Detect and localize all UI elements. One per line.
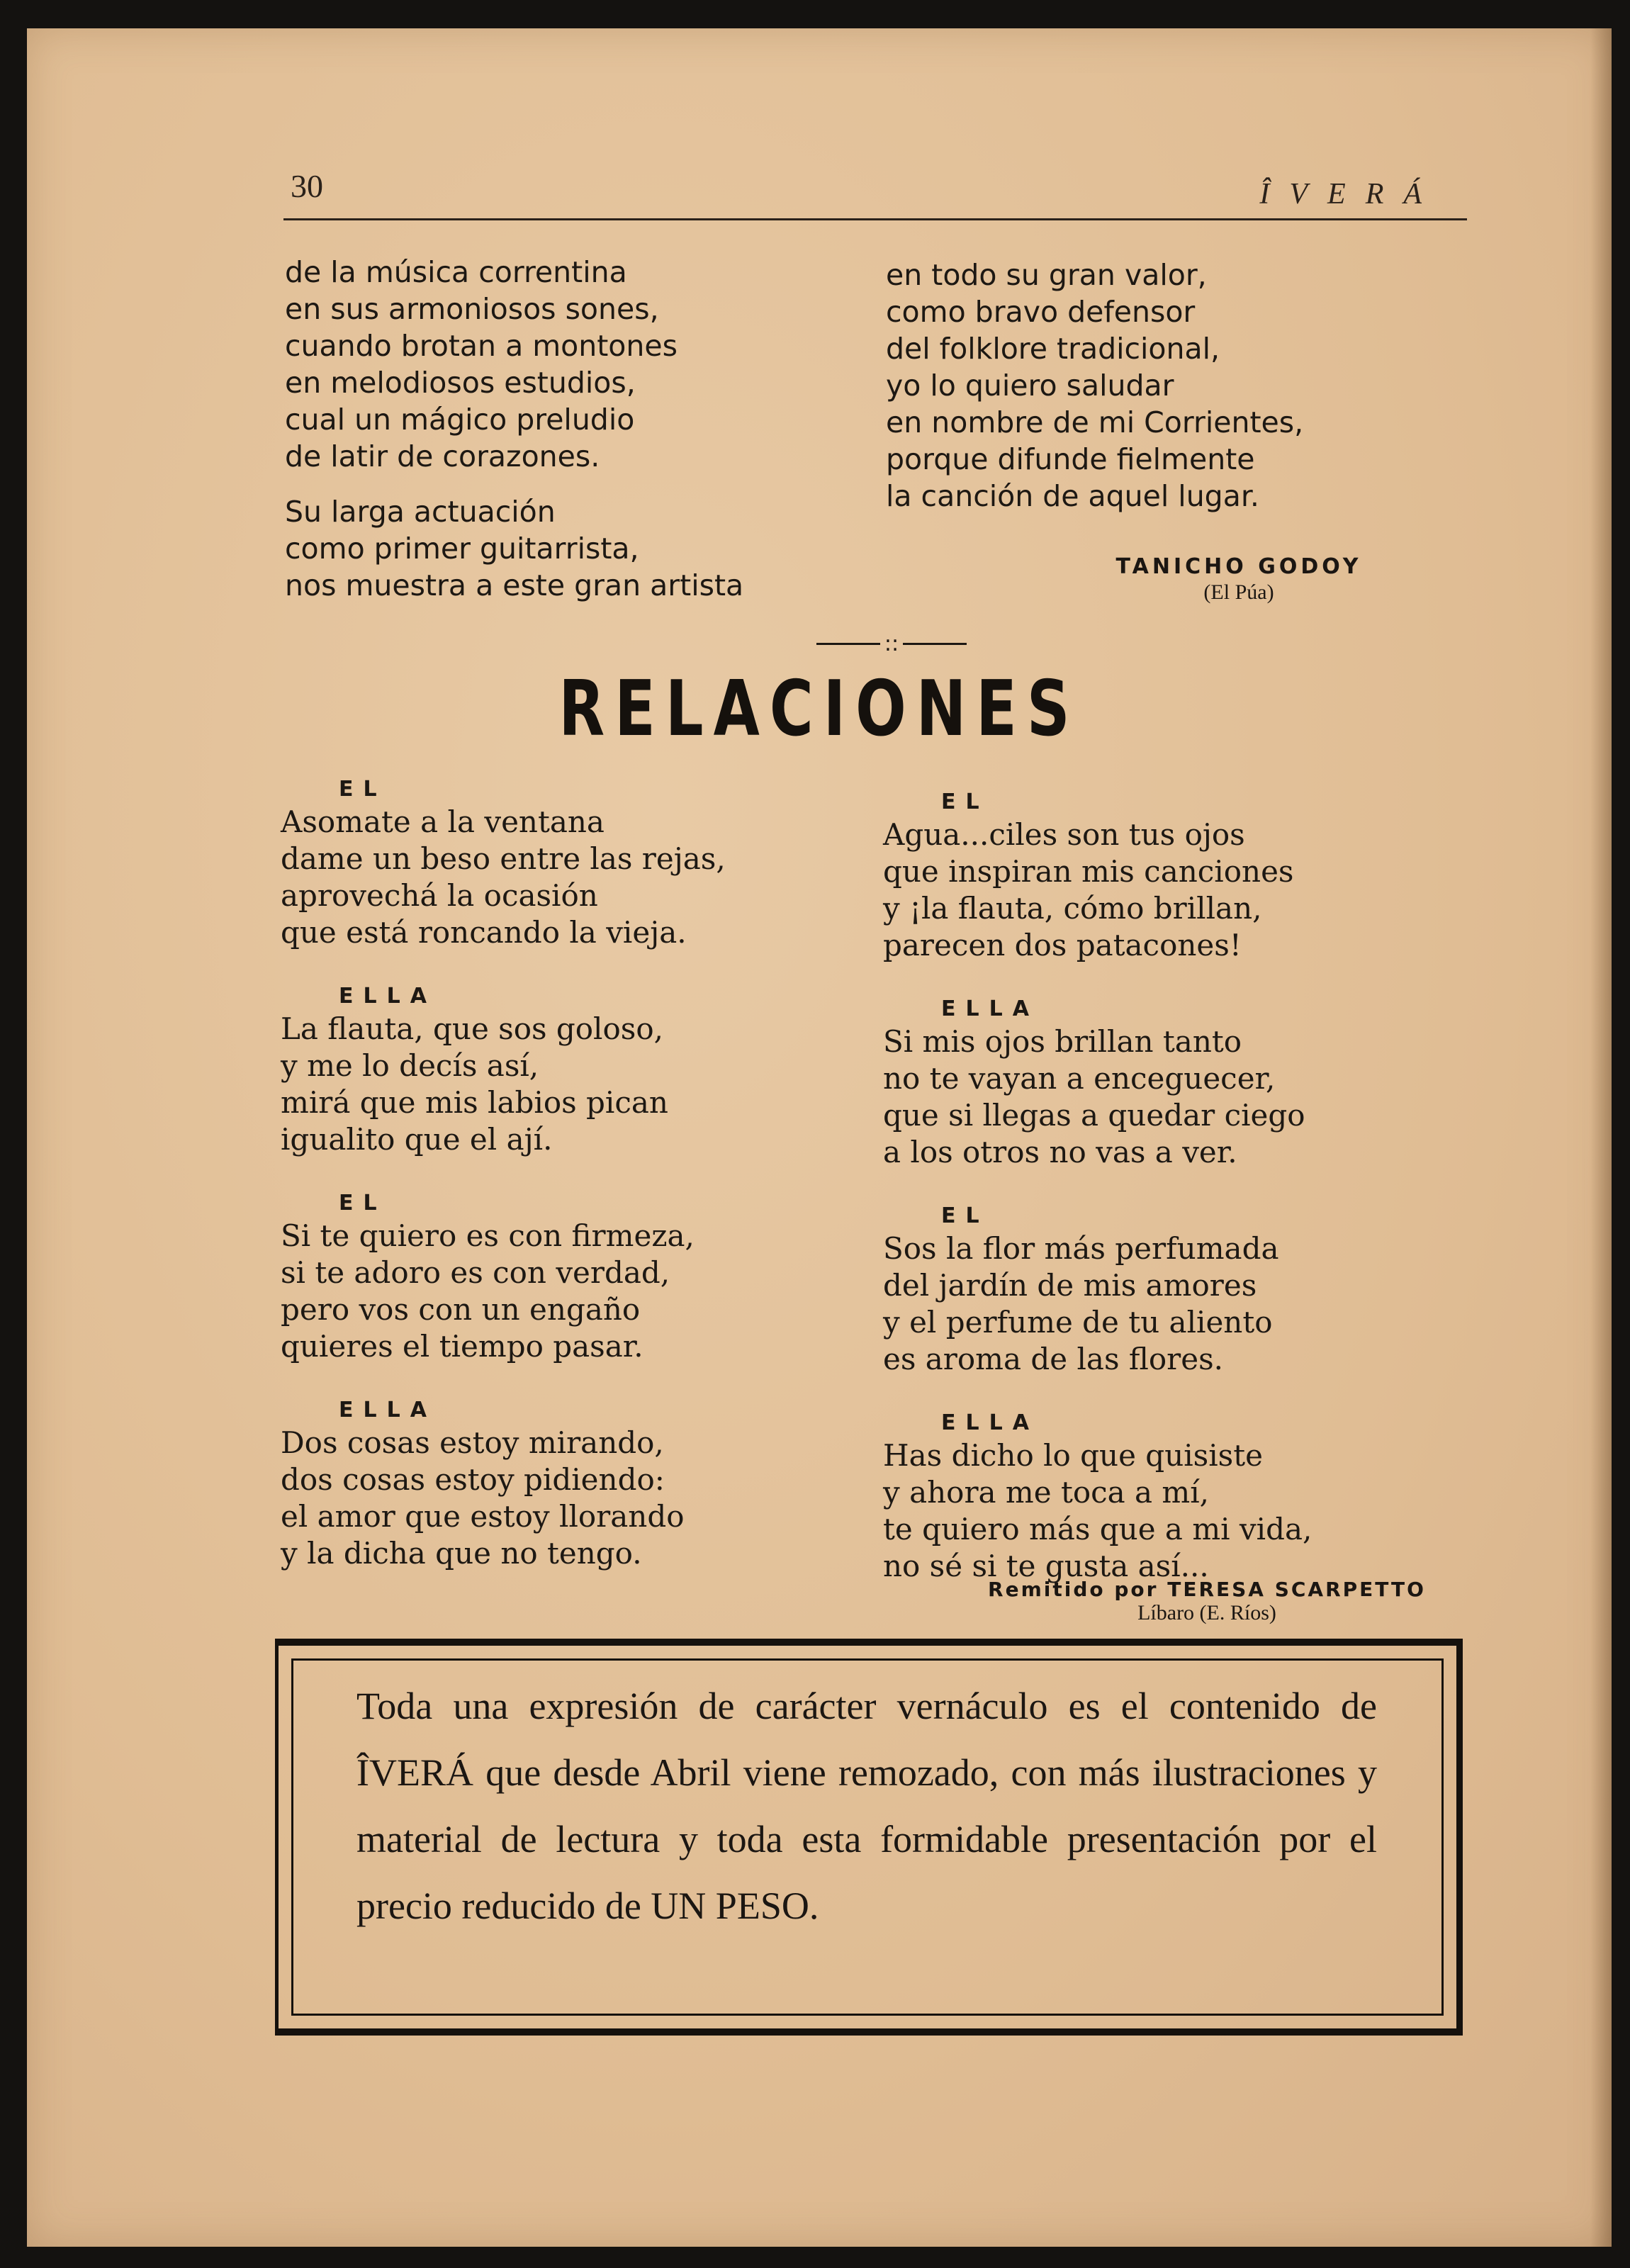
verse-line: pero vos con un engaño (281, 1292, 641, 1327)
advertisement-text: Toda una expresión de carácter vernáculo es el contenido de ÎVERÁ que desde Abril viene remozado, con más ilustraciones y material de lectura y toda esta formidable presentación por el precio reducido de UN PESO. (356, 1685, 1377, 1927)
poem-stanza (285, 254, 880, 475)
poem-line: la canción de aquel lugar. (886, 479, 1259, 513)
verse-line: a los otros no vas a ver. (883, 1135, 1237, 1169)
page-number: 30 (291, 168, 323, 204)
verse-line: parecen dos patacones! (883, 928, 1242, 962)
poem-line: del folklore tradicional, (886, 332, 1220, 366)
verse-line: y ahora me toca a mí, (883, 1475, 1210, 1510)
verse-line: igualito que el ají. (281, 1122, 553, 1157)
poem-line: en nombre de mi Corrientes, (886, 405, 1304, 439)
advertisement-box (275, 1639, 1463, 2036)
section-divider-ornament (806, 631, 977, 656)
verse-line: mirá que mis labios pican (281, 1085, 668, 1120)
poem-right-column (886, 257, 1467, 533)
poem-line: cuando brotan a montones (285, 329, 678, 363)
verse-block (281, 982, 890, 1158)
speaker-label: EL (339, 777, 387, 802)
speaker-label: ELLA (339, 1398, 437, 1422)
magazine-title: ÎVERÁ (1259, 178, 1441, 210)
verse-line: si te adoro es con verdad, (281, 1255, 670, 1290)
speaker-label: ELLA (941, 997, 1039, 1021)
page-header (27, 28, 1612, 241)
poem-author: TANICHO GODOY (1115, 554, 1362, 579)
verse-line: Si te quiero es con firmeza, (281, 1218, 695, 1253)
poem-line: en sus armoniosos sones, (285, 292, 659, 326)
verse-line: Si mis ojos brillan tanto (883, 1024, 1242, 1059)
poem-line: en melodiosos estudios, (285, 366, 636, 400)
verse-line: que inspiran mis canciones (883, 854, 1294, 889)
verse-line: aprovechá la ocasión (281, 878, 598, 913)
verse-block (281, 775, 890, 951)
verse-line: Agua...ciles son tus ojos (883, 817, 1245, 852)
verse-line: La flauta, que sos goloso, (281, 1011, 663, 1046)
speaker-label: EL (941, 790, 989, 814)
relaciones-left-column (281, 775, 890, 1603)
section-title: RELACIONES (558, 665, 1080, 753)
poem-line: porque difunde fielmente (886, 442, 1255, 476)
poem-line: como bravo defensor (886, 295, 1196, 329)
magazine-page (27, 28, 1612, 2247)
speaker-label: EL (339, 1191, 387, 1216)
verse-line: te quiero más que a mi vida, (883, 1512, 1313, 1546)
verse-line: el amor que estoy llorando (281, 1499, 685, 1534)
speaker-label: ELLA (941, 1410, 1039, 1435)
divider-bar (816, 643, 880, 645)
verse-line: Has dicho lo que quisiste (883, 1438, 1263, 1473)
verse-line: que está roncando la vieja. (281, 915, 687, 950)
poem-line: yo lo quiero saludar (886, 369, 1174, 403)
verse-line: es aroma de las flores. (883, 1342, 1223, 1376)
poem-line: de latir de corazones. (285, 439, 600, 473)
poem-line: en todo su gran valor, (886, 258, 1207, 292)
divider-dots: :: (884, 631, 899, 656)
verse-block (281, 1189, 890, 1365)
poem-stanza (886, 257, 1467, 515)
poem-line: de la música correntina (285, 255, 627, 289)
verse-line: dos cosas estoy pidiendo: (281, 1462, 665, 1497)
verse-block (883, 995, 1493, 1171)
relaciones-right-column (883, 788, 1493, 1616)
verse-line: Dos cosas estoy mirando, (281, 1425, 664, 1460)
verse-line: y el perfume de tu aliento (883, 1305, 1273, 1340)
verse-block (883, 1202, 1493, 1378)
poem-left-column (285, 254, 880, 622)
poem-stanza (285, 493, 880, 604)
verse-block (883, 788, 1493, 964)
contribution-credit (941, 1578, 1473, 1625)
divider-bar (903, 643, 967, 645)
verse-block (281, 1396, 890, 1572)
header-rule (283, 218, 1467, 220)
verse-line: quieres el tiempo pasar. (281, 1329, 643, 1364)
verse-line: no te vayan a enceguecer, (883, 1061, 1276, 1096)
verse-line: y la dicha que no tengo. (281, 1536, 642, 1571)
poem-line: como primer guitarrista, (285, 532, 639, 566)
verse-line: y me lo decís así, (281, 1048, 539, 1083)
poem-line: Su larga actuación (285, 495, 556, 529)
verse-line: y ¡la flauta, cómo brillan, (883, 891, 1262, 926)
page-edge-shadow (1590, 28, 1612, 2247)
verse-line: no sé si te gusta así... (883, 1549, 1209, 1583)
poem-line: cual un mágico preludio (285, 403, 635, 437)
speaker-label: EL (941, 1203, 989, 1228)
verse-line: Asomate a la ventana (281, 804, 605, 839)
verse-line: dame un beso entre las rejas, (281, 841, 726, 876)
verse-line: Sos la flor más perfumada (883, 1231, 1279, 1266)
verse-line: del jardín de mis amores (883, 1268, 1257, 1303)
credit-place: Líbaro (E. Ríos) (1137, 1601, 1276, 1624)
poem-author-alias: (El Púa) (1203, 580, 1274, 604)
verse-line: que si llegas a quedar ciego (883, 1098, 1305, 1133)
poem-signature (1090, 554, 1388, 605)
verse-block (883, 1409, 1493, 1585)
poem-line: nos muestra a este gran artista (285, 568, 744, 602)
speaker-label: ELLA (339, 984, 437, 1009)
credit-name: Remitido por TERESA SCARPETTO (988, 1578, 1426, 1601)
